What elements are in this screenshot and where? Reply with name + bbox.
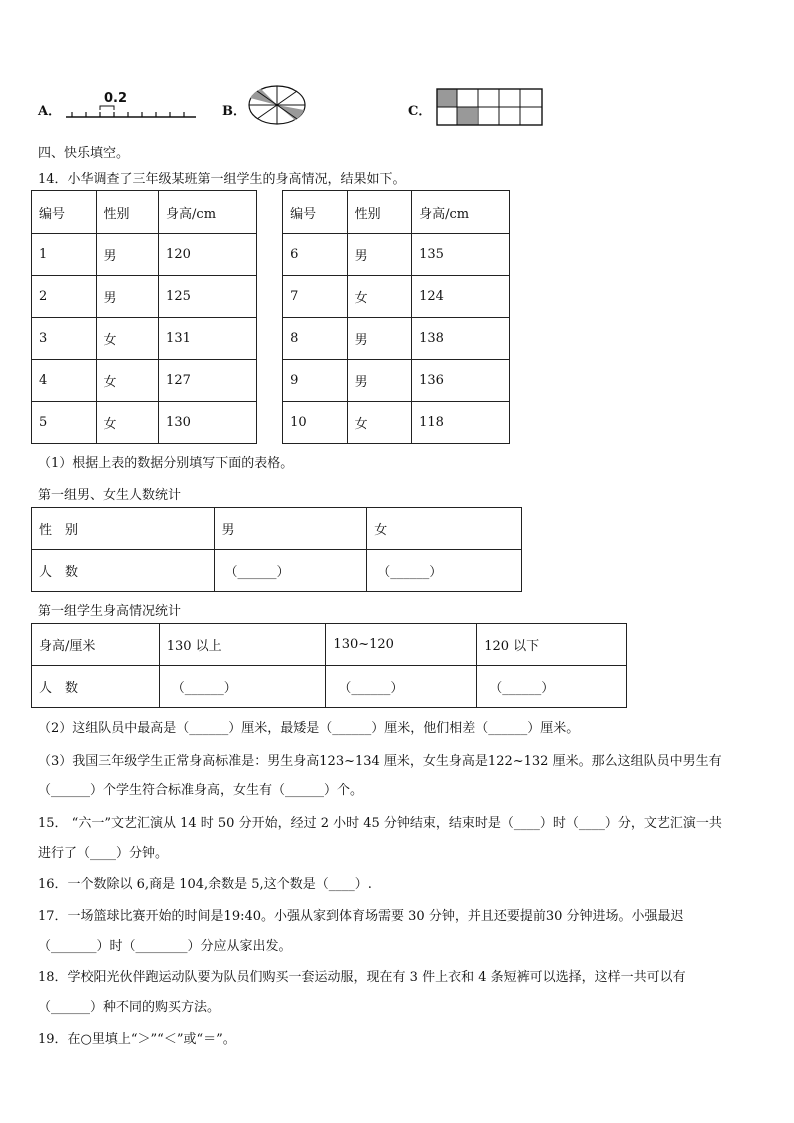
q18-line1: 18．学校阳光伙伴跑运动队要为队员们购买一套运动服，现在有 3 件上衣和 4 条短裤可以选择，这样一共可以有 [38,970,686,985]
table-cell: 118 [412,402,510,444]
q14-part3-line2: （______）个学生符合标准身高，女生有（______）个。 [38,783,364,798]
option-b-label: B． [222,104,246,119]
table-row [32,666,627,708]
q14-part1: （1）根据上表的数据分别填写下面的表格。 [38,456,294,471]
table-row [32,624,627,666]
table-cell: 131 [159,318,257,360]
q14-part2: （2）这组队员中最高是（______）厘米，最矮是（______）厘米，他们相差（______）厘米。 [38,721,580,736]
q14-part3-line1: （3）我国三年级学生正常身高标准是：男生身高123~134 厘米，女生身高是122~132 厘米。那么这组队员中男生有 [38,754,722,769]
table-cell: 女 [347,402,412,444]
table-row [32,550,522,592]
table-cell: 男 [347,360,412,402]
table-cell: 135 [412,234,510,276]
table-cell: 136 [412,360,510,402]
table-cell: 女 [367,508,522,550]
q14-intro: 14．小华调查了三年级某班第一组学生的身高情况，结果如下。 [38,172,406,187]
table-cell: 7 [283,276,348,318]
number-line-figure [64,88,198,120]
table-cell: 女 [96,318,159,360]
header-cell: 性别 [96,191,159,234]
option-c-label: C． [408,104,432,119]
header-cell: 身高/cm [412,191,510,234]
header-cell: 身高/cm [159,191,257,234]
table-cell: 2 [32,276,97,318]
table-cell: 人 数 [32,666,160,708]
option-a-label: A． [38,104,62,119]
height-table-title: 第一组学生身高情况统计 [38,604,182,619]
gender-count-table [31,507,522,592]
table-cell: 120 [159,234,257,276]
grid-figure [436,88,544,132]
table-cell: 男 [96,276,159,318]
table-cell: 女 [96,402,159,444]
table-cell: 127 [159,360,257,402]
table-cell: 5 [32,402,97,444]
table-cell: 身高/厘米 [32,624,160,666]
answer-blank[interactable]: （______） [367,550,522,592]
answer-blank[interactable]: （______） [477,666,627,708]
table-cell: 男 [96,234,159,276]
table-cell: 男 [347,318,412,360]
q19: 19．在○里填上“＞”“＜”或“＝”。 [38,1032,236,1047]
circle-figure [248,84,308,130]
table-cell: 4 [32,360,97,402]
header-cell: 编号 [32,191,97,234]
table-cell: 8 [283,318,348,360]
table-separator [256,191,282,444]
q18-line2: （______）种不同的购买方法。 [38,1000,221,1015]
q17-line2: （_______）时（________）分应从家出发。 [38,939,292,954]
table-cell: 3 [32,318,97,360]
q17-line1: 17．一场篮球比赛开始的时间是19:40。小强从家到体育场需要 30 分钟，并且还要提前30 分钟进场。小强最迟 [38,909,684,924]
gender-table-title: 第一组男、女生人数统计 [38,488,182,503]
header-cell: 编号 [283,191,348,234]
table-cell: 130 以上 [159,624,326,666]
section-title: 四、快乐填空。 [38,146,130,161]
answer-blank[interactable]: （______） [214,550,367,592]
height-range-table [31,623,627,708]
table-cell: 124 [412,276,510,318]
table-cell: 130 [159,402,257,444]
table-cell: 120 以下 [477,624,627,666]
table-header-row [32,191,510,234]
q16: 16．一个数除以 6,商是 104,余数是 5,这个数是（____）. [38,877,372,892]
height-survey-table [31,190,510,444]
table-cell: 138 [412,318,510,360]
table-cell: 女 [96,360,159,402]
table-cell: 125 [159,276,257,318]
grid-svg [436,88,544,128]
header-cell: 性别 [347,191,412,234]
table-cell: 1 [32,234,97,276]
table-cell: 130~120 [326,624,477,666]
table-cell: 男 [347,234,412,276]
answer-blank[interactable]: （______） [159,666,326,708]
table-cell: 6 [283,234,348,276]
number-line-value: 0.2 [104,91,128,106]
table-cell: 男 [214,508,367,550]
number-line-svg [64,88,198,120]
q15-line1: 15． “六一”文艺汇演从 14 时 50 分开始，经过 2 小时 45 分钟结束，结束时是（____）时（____）分，文艺汇演一共 [38,816,722,831]
q15-line2: 进行了（____）分钟。 [38,846,169,861]
circle-svg [248,84,308,126]
table-cell: 女 [347,276,412,318]
table-cell: 人 数 [32,550,215,592]
table-row [32,508,522,550]
table-cell: 性 别 [32,508,215,550]
table-cell: 10 [283,402,348,444]
answer-blank[interactable]: （______） [326,666,477,708]
table-cell: 9 [283,360,348,402]
